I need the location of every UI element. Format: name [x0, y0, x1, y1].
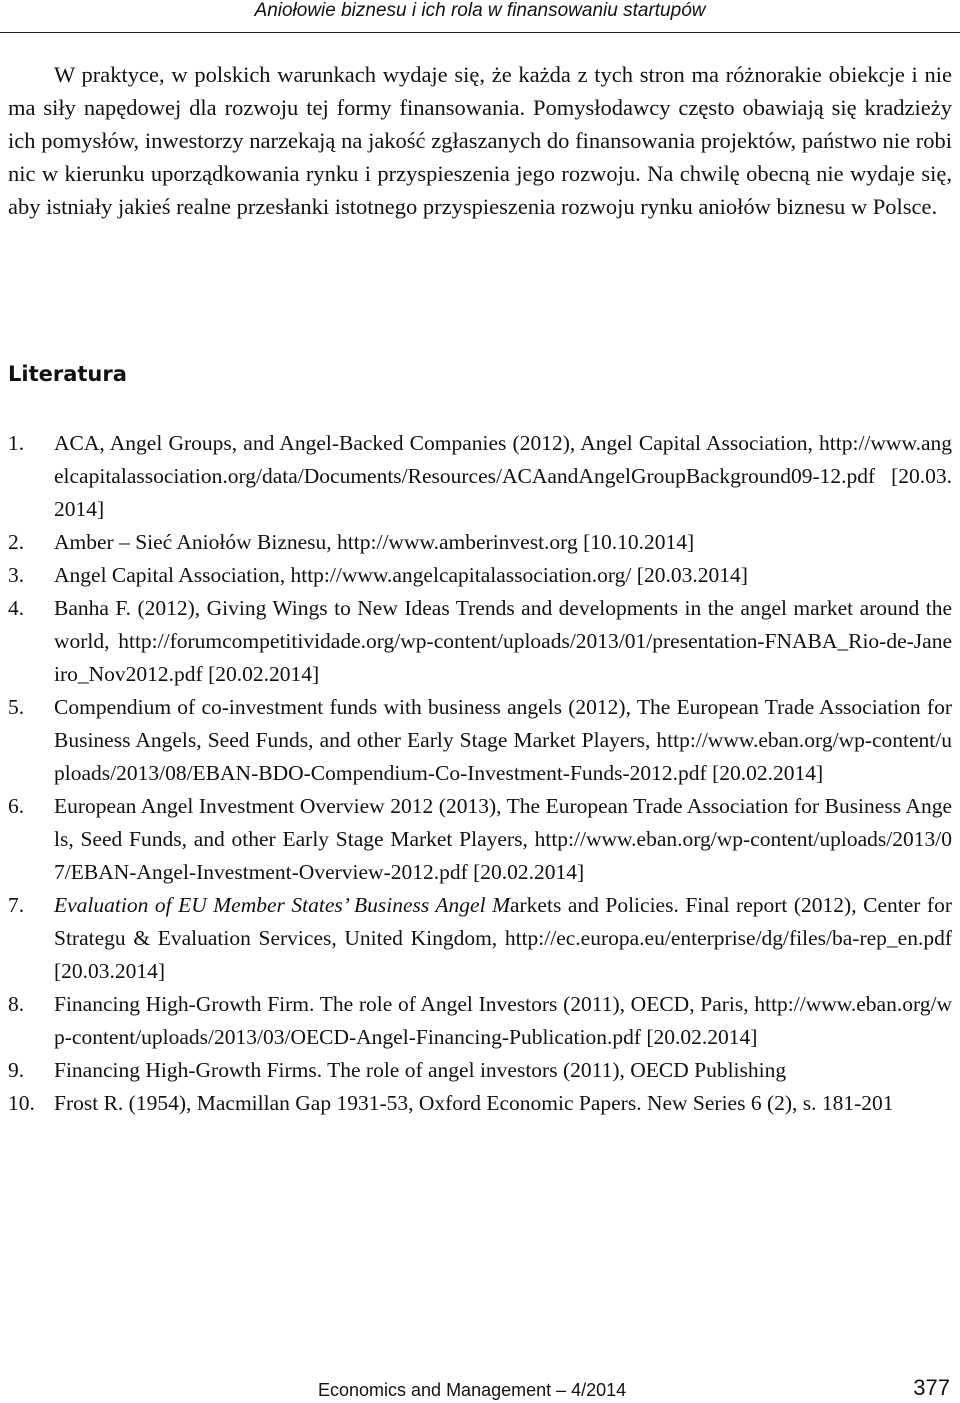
reference-list	[8, 427, 952, 1120]
reference-text: Banha F. (2012), Giving Wings to New Ideas Trends and developments in the angel market around the world, http://forumcompetitividade.org/wp-content/uploads/2013/01/presentation-FNABA_Rio-de-Janeiro_Nov2012.pdf [20.02.2014]	[54, 596, 952, 686]
body-paragraph: W praktyce, w polskich warunkach wydaje się, że każda z tych stron ma różnorakie obiekcje i nie ma siły napędowej dla rozwoju tej formy finansowania. Pomysłodawcy często obawiają się kradzieży ich pomysłów, inwestorzy narzekają na jakość zgłaszanych do finansowania projektów, państwo nie robi nic w kierunku uporządkowania rynku i przyspieszenia jego rozwoju. Na chwilę obecną nie wydaje się, aby istniały jakieś realne przesłanki istotnego przyspieszenia rozwoju rynku aniołów biznesu w Polsce.	[8, 62, 952, 219]
reference-text: Compendium of co-investment funds with business angels (2012), The European Trade Association for Business Angels, Seed Funds, and other Early Stage Market Players, http://www.eban.org/wp-content/uploads/2013/08/EBAN-BDO-Compendium-Co-Investment-Funds-2012.pdf [20.02.2014]	[54, 695, 952, 785]
reference-text: Amber – Sieć Aniołów Biznesu, http://www.amberinvest.org [10.10.2014]	[54, 530, 695, 554]
reference-text-rest: arkets and Policies. Final report (2012), Center for Strategu & Evaluation Services, United Kingdom, http://ec.europa.eu/enterprise/dg/files/ba-rep_en.pdf [20.03.2014]	[54, 893, 952, 983]
reference-text: Frost R. (1954), Macmillan Gap 1931-53, Oxford Economic Papers. New Series 6 (2), s. 181-201	[54, 1091, 894, 1115]
reference-item	[8, 1087, 952, 1120]
reference-item	[8, 427, 952, 526]
reference-italic-title: Evaluation of EU Member States’ Business Angel M	[54, 893, 510, 917]
reference-number: 9.	[8, 1058, 25, 1082]
reference-text: Angel Capital Association, http://www.angelcapitalassociation.org/ [20.03.2014]	[54, 563, 748, 587]
reference-number: 10.	[8, 1091, 35, 1115]
reference-number: 7.	[8, 893, 25, 917]
reference-number: 6.	[8, 794, 25, 818]
reference-number: 2.	[8, 530, 25, 554]
reference-number: 1.	[8, 431, 25, 455]
reference-number: 8.	[8, 992, 25, 1016]
running-header: Aniołowie biznesu i ich rola w finansowaniu startupów	[0, 0, 960, 33]
reference-item	[8, 1054, 952, 1087]
journal-footer: Economics and Management – 4/2014	[318, 1380, 627, 1400]
reference-item	[8, 889, 952, 988]
reference-item	[8, 988, 952, 1054]
reference-text: Financing High-Growth Firm. The role of Angel Investors (2011), OECD, Paris, http://www.eban.org/wp-content/uploads/2013/03/OECD-Angel-Financing-Publication.pdf [20.02.2014]	[54, 992, 952, 1049]
reference-text: Financing High-Growth Firms. The role of angel investors (2011), OECD Publishing	[54, 1058, 787, 1082]
reference-number: 3.	[8, 563, 25, 587]
reference-item	[8, 526, 952, 559]
page-number: 377	[913, 1375, 950, 1400]
reference-item	[8, 559, 952, 592]
reference-number: 4.	[8, 596, 25, 620]
references-heading: Literatura	[8, 362, 127, 386]
reference-item	[8, 592, 952, 691]
reference-text: ACA, Angel Groups, and Angel-Backed Companies (2012), Angel Capital Association, http://www.angelcapitalassociation.org/data/Documents/Resources/ACAandAngelGroupBackground09-12.pdf [20.03.2014]	[54, 431, 952, 521]
reference-item	[8, 691, 952, 790]
reference-item	[8, 790, 952, 889]
reference-text: European Angel Investment Overview 2012 (2013), The European Trade Association for Business Angels, Seed Funds, and other Early Stage Market Players, http://www.eban.org/wp-content/uploads/2013/07/EBAN-Angel-Investment-Overview-2012.pdf [20.02.2014]	[54, 794, 952, 884]
reference-number: 5.	[8, 695, 25, 719]
reference-text	[54, 893, 952, 983]
